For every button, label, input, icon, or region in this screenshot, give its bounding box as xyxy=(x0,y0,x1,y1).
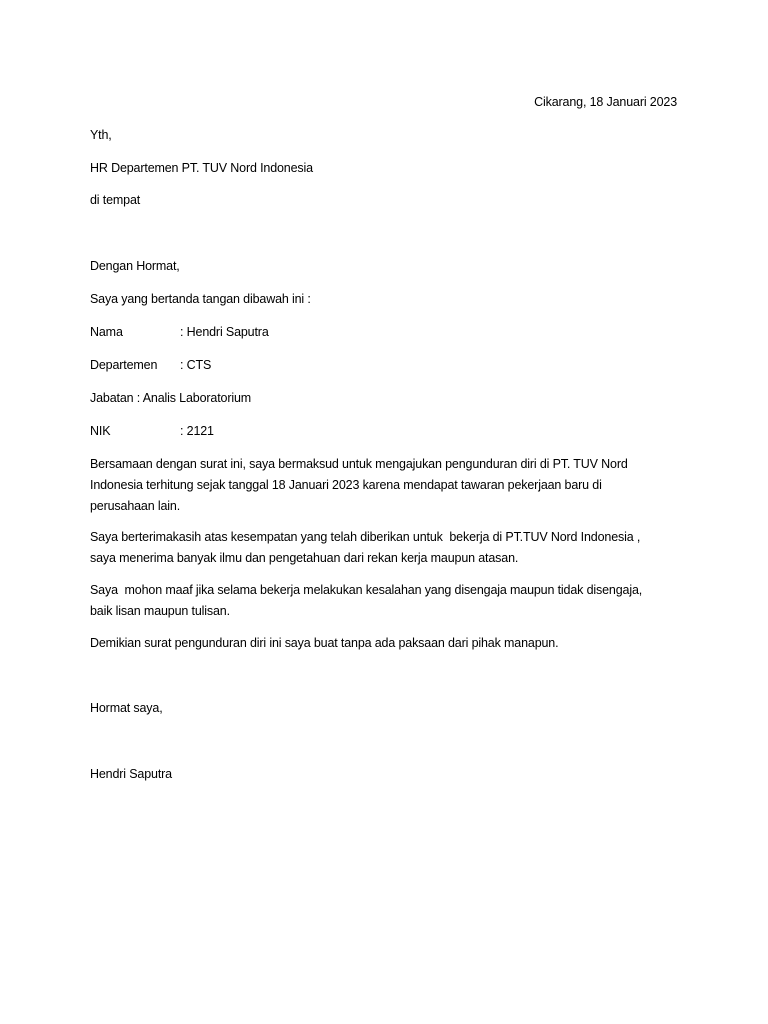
paragraph-apology xyxy=(90,580,680,622)
signature-name: Hendri Saputra xyxy=(90,767,172,781)
paragraph-line: Indonesia terhitung sejak tanggal 18 Januari 2023 karena mendapat tawaran pekerjaan baru di xyxy=(90,478,602,492)
salutation-to: Yth, xyxy=(90,128,112,142)
paragraph-line: Saya berterimakasih atas kesempatan yang telah diberikan untuk bekerja di PT.TUV Nord Indonesia , xyxy=(90,530,641,544)
field-jabatan: Jabatan : Analis Laboratorium xyxy=(90,391,252,405)
field-departemen-label: Departemen xyxy=(90,358,158,372)
recipient-location: di tempat xyxy=(90,193,141,207)
field-nik-value: : 2121 xyxy=(180,424,214,438)
field-nama-label: Nama xyxy=(90,325,123,339)
paragraph-gratitude xyxy=(90,527,680,569)
intro-line: Saya yang bertanda tangan dibawah ini : xyxy=(90,292,311,306)
paragraph-resignation xyxy=(90,454,680,517)
field-departemen-value: : CTS xyxy=(180,358,212,372)
place-date: Cikarang, 18 Januari 2023 xyxy=(534,95,677,109)
paragraph-closing-statement xyxy=(90,633,680,654)
paragraph-line: Demikian surat pengunduran diri ini saya buat tanpa ada paksaan dari pihak manapun. xyxy=(90,636,559,650)
field-nik-label: NIK xyxy=(90,424,111,438)
paragraph-line: saya menerima banyak ilmu dan pengetahuan dari rekan kerja maupun atasan. xyxy=(90,551,519,565)
field-nama-value: : Hendri Saputra xyxy=(180,325,269,339)
paragraph-line: perusahaan lain. xyxy=(90,499,181,513)
paragraph-line: Saya mohon maaf jika selama bekerja melakukan kesalahan yang disengaja maupun tidak disengaja, xyxy=(90,583,643,597)
paragraph-line: baik lisan maupun tulisan. xyxy=(90,604,230,618)
closing-phrase: Hormat saya, xyxy=(90,701,163,715)
greeting: Dengan Hormat, xyxy=(90,259,180,273)
paragraph-line: Bersamaan dengan surat ini, saya bermaksud untuk mengajukan pengunduran diri di PT. TUV Nord xyxy=(90,457,628,471)
recipient: HR Departemen PT. TUV Nord Indonesia xyxy=(90,161,313,175)
